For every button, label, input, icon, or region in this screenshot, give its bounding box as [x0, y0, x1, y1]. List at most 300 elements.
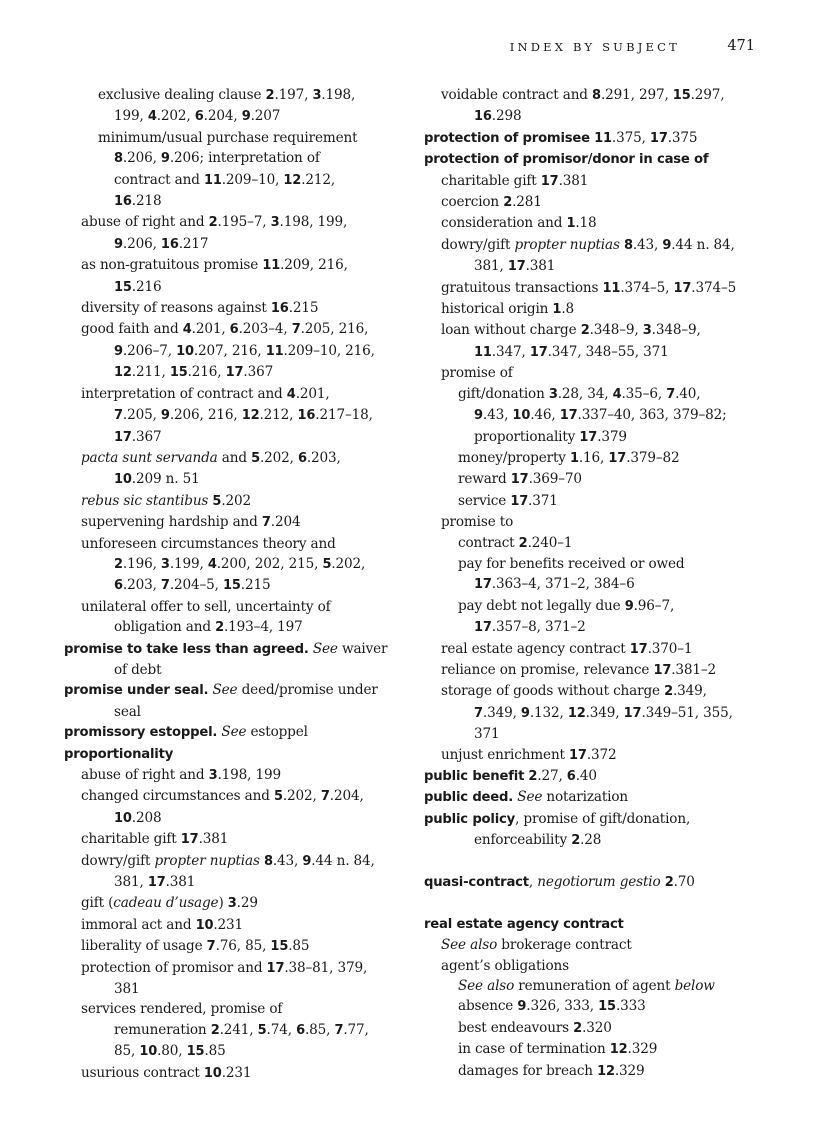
index-text: .44 n. 84, — [311, 852, 375, 869]
index-line — [424, 320, 769, 341]
index-text: .206, 216, — [169, 407, 242, 424]
index-line — [64, 148, 409, 169]
volume-number: 12 — [283, 172, 302, 188]
index-line — [424, 809, 769, 830]
index-text: ) — [218, 895, 228, 912]
index-text: .375 — [667, 129, 698, 146]
index-line — [64, 786, 409, 807]
index-text: .297, — [690, 87, 725, 103]
index-text: .18 — [575, 215, 597, 232]
index-text: brokerage contract — [497, 937, 632, 954]
index-line — [64, 362, 409, 383]
index-line — [424, 405, 769, 426]
index-line — [64, 851, 409, 872]
volume-number: 12 — [597, 1063, 615, 1079]
index-text: .231 — [213, 916, 244, 933]
index-text: .46, — [530, 407, 560, 424]
index-line — [64, 319, 409, 340]
index-text: .381–2 — [671, 661, 717, 678]
index-text: .281 — [512, 194, 542, 211]
index-line — [64, 491, 409, 512]
volume-number: 9 — [160, 151, 170, 167]
index-line — [424, 427, 769, 448]
index-text: pay for benefits received or owed — [458, 555, 685, 572]
index-text: .209–10, — [221, 171, 284, 188]
volume-number: 17 — [510, 472, 529, 488]
index-text: .202, — [331, 555, 366, 572]
index-text: dowry/gift — [441, 236, 515, 253]
index-line — [64, 765, 409, 786]
index-line — [64, 1063, 409, 1084]
index-text: best endeavours — [458, 1019, 574, 1036]
volume-number: 11 — [602, 280, 621, 296]
index-line — [64, 469, 409, 490]
index-text: .70 — [673, 874, 695, 891]
index-text: .333 — [615, 998, 646, 1015]
volume-number: 17 — [225, 365, 244, 381]
index-text: .201, — [295, 385, 330, 402]
index-text: .367 — [131, 428, 162, 445]
italic-text: rebus sic stantibus — [81, 492, 209, 509]
index-text: .202, — [259, 449, 298, 466]
volume-number: 17 — [653, 662, 672, 678]
index-text: .203, — [122, 577, 161, 594]
volume-number: 12 — [114, 365, 132, 381]
volume-number: 6 — [114, 578, 123, 594]
index-text: historical origin — [441, 301, 553, 318]
volume-number: 17 — [569, 747, 587, 763]
index-line — [64, 680, 409, 701]
index-text: .347, — [491, 343, 530, 360]
index-line — [424, 1018, 769, 1039]
index-line — [64, 298, 409, 319]
index-text: .96–7, — [633, 597, 675, 614]
index-spacer — [424, 852, 769, 872]
index-text: good faith and — [81, 321, 183, 338]
index-text: pay debt not legally due — [458, 597, 625, 614]
index-text: .197, — [274, 87, 313, 103]
volume-number: 3 — [227, 896, 237, 912]
index-text: 199, — [114, 108, 148, 125]
index-text: .298 — [491, 108, 522, 125]
index-text: .348–9, — [589, 322, 643, 339]
index-text: .40, — [675, 385, 701, 402]
volume-number: 11 — [594, 130, 612, 146]
index-line — [424, 766, 769, 787]
index-text: .212, — [301, 171, 336, 188]
index-text: 85, — [114, 1043, 140, 1060]
volume-number: 7 — [474, 705, 483, 721]
index-line — [424, 996, 769, 1017]
index-text: .207 — [250, 108, 281, 125]
index-line — [424, 745, 769, 766]
index-line — [64, 255, 409, 276]
index-text: .372 — [586, 746, 617, 763]
index-text: abuse of right and — [81, 214, 209, 231]
index-heading: real estate agency contract — [424, 916, 624, 932]
index-line — [64, 277, 409, 298]
volume-number: 2 — [208, 215, 218, 231]
index-text: damages for breach — [458, 1062, 598, 1079]
index-text: .363–4, 371–2, 384–6 — [491, 576, 635, 593]
index-line — [424, 299, 769, 320]
volume-number: 6 — [229, 322, 239, 338]
index-text: .196, — [122, 555, 161, 572]
index-text: unjust enrichment — [441, 746, 570, 763]
index-text: .291, 297, — [600, 87, 673, 103]
index-text: , — [528, 874, 538, 891]
index-line — [424, 256, 769, 277]
volume-number: 11 — [265, 343, 284, 359]
volume-number: 2 — [580, 323, 590, 339]
index-text: .381 — [558, 172, 589, 189]
index-text: .369–70 — [528, 471, 582, 488]
italic-text: below — [674, 978, 715, 995]
index-text: reliance on promise, relevance — [441, 661, 654, 678]
index-line — [424, 724, 769, 744]
volume-number: 17 — [629, 641, 648, 657]
index-line — [64, 808, 409, 829]
volume-number: 17 — [608, 450, 627, 466]
index-line — [424, 171, 769, 192]
volume-number: 10 — [114, 472, 132, 488]
volume-number: 2 — [114, 556, 123, 572]
index-text: .215 — [240, 577, 271, 594]
volume-number: 2 — [518, 535, 528, 551]
index-line — [424, 384, 769, 405]
index-text: .208 — [131, 809, 162, 826]
index-text: dowry/gift — [81, 852, 155, 869]
index-line — [64, 1020, 409, 1041]
index-spacer — [424, 893, 769, 913]
italic-text: See also — [458, 978, 515, 995]
index-text: .27, — [537, 768, 567, 784]
volume-number: 10 — [176, 343, 194, 359]
index-line — [424, 956, 769, 976]
index-text: unilateral offer to sell, uncertainty of — [81, 598, 331, 615]
index-text: .35–6, — [621, 385, 667, 402]
volume-number: 11 — [474, 344, 492, 360]
index-text: and — [217, 449, 252, 466]
volume-number: 17 — [540, 173, 559, 189]
volume-number: 4 — [207, 556, 217, 572]
volume-number: 9 — [114, 236, 123, 252]
index-heading: public deed. — [424, 790, 514, 806]
index-text: of debt — [114, 661, 162, 678]
volume-number: 2 — [664, 875, 674, 891]
index-text: money/property — [458, 449, 570, 466]
volume-number: 4 — [612, 386, 622, 402]
volume-number: 17 — [649, 130, 668, 146]
volume-number: 17 — [507, 259, 526, 275]
index-line — [424, 213, 769, 234]
index-column-left — [64, 85, 409, 1084]
volume-number: 2 — [215, 620, 224, 636]
italic-text: negotiorum gestio — [537, 874, 661, 891]
volume-number: 9 — [520, 705, 530, 721]
index-text: .347, 348–55, 371 — [547, 343, 669, 360]
index-text: .374–5 — [691, 279, 737, 296]
index-text: 381, — [474, 258, 508, 275]
index-line — [424, 935, 769, 955]
index-text: deed/promise under — [237, 682, 378, 699]
index-line — [424, 149, 769, 170]
volume-number: 15 — [169, 365, 188, 381]
volume-number: 7 — [334, 1022, 344, 1038]
index-line — [64, 744, 409, 765]
index-text: .207, 216, — [193, 342, 266, 359]
volume-number: 8 — [623, 237, 633, 253]
index-line — [64, 128, 409, 148]
volume-number: 17 — [474, 620, 492, 636]
index-line — [424, 469, 769, 490]
index-text: .85 — [288, 938, 310, 955]
index-text: .198, — [321, 87, 356, 103]
index-line — [64, 915, 409, 936]
index-heading: promise under seal. — [64, 683, 209, 699]
volume-number: 5 — [257, 1022, 267, 1038]
index-text: .381 — [198, 831, 229, 848]
index-text: .203, — [306, 449, 341, 466]
volume-number: 7 — [320, 789, 330, 805]
index-line — [64, 212, 409, 233]
index-text: .85, — [304, 1021, 335, 1038]
index-text: .349, — [482, 704, 521, 721]
index-line — [64, 191, 409, 212]
index-text: charitable gift — [81, 831, 181, 848]
index-line — [424, 574, 769, 595]
volume-number: 12 — [567, 705, 586, 721]
volume-number: 9 — [662, 237, 672, 253]
index-heading: promise to take less than agreed. — [64, 641, 309, 657]
index-line — [424, 681, 769, 702]
index-text: .357–8, 371–2 — [491, 619, 586, 636]
index-line — [64, 872, 409, 893]
volume-number: 17 — [673, 280, 692, 296]
volume-number: 2 — [571, 833, 581, 849]
volume-number: 10 — [114, 810, 132, 826]
index-text: protection of promisor and — [81, 959, 267, 976]
volume-number: 8 — [592, 88, 601, 103]
index-line — [64, 554, 409, 575]
index-text: gratuitous transactions — [441, 279, 603, 296]
volume-number: 1 — [569, 450, 579, 466]
index-text: .375, — [611, 129, 650, 146]
index-text: agent’s obligations — [441, 957, 569, 974]
index-text: .206–7, — [122, 342, 177, 359]
volume-number: 15 — [114, 279, 132, 295]
index-text: consideration and — [441, 215, 567, 232]
index-text: waiver — [337, 640, 388, 657]
index-line — [64, 512, 409, 533]
volume-number: 17 — [474, 577, 492, 593]
volume-number: 15 — [270, 939, 289, 955]
index-line — [424, 554, 769, 574]
volume-number: 3 — [270, 215, 280, 231]
index-text: .206; interpretation of — [169, 150, 320, 167]
volume-number: 2 — [210, 1022, 220, 1038]
volume-number: 6 — [566, 769, 576, 784]
index-text: gift ( — [81, 895, 114, 912]
volume-number: 3 — [160, 556, 170, 572]
index-text: .28, 34, — [557, 385, 613, 402]
volume-number: 17 — [147, 875, 166, 891]
index-line — [64, 106, 409, 127]
index-line — [64, 234, 409, 255]
index-text: .8 — [561, 301, 574, 318]
index-line — [424, 617, 769, 638]
index-text: .209 n. 51 — [131, 471, 200, 488]
volume-number: 17 — [559, 408, 578, 424]
volume-number: 16 — [297, 408, 316, 424]
index-text: .240–1 — [527, 534, 573, 551]
index-text: proportionality — [474, 428, 580, 445]
volume-number: 5 — [251, 450, 260, 466]
italic-text: cadeau d’usage — [113, 895, 219, 912]
index-line — [64, 341, 409, 362]
index-text: diversity of reasons against — [81, 300, 271, 317]
italic-text: pacta sunt servanda — [81, 449, 218, 466]
volume-number: 15 — [186, 1044, 205, 1060]
volume-number: 5 — [273, 789, 283, 805]
volume-number: 17 — [623, 705, 642, 721]
index-text: remuneration — [114, 1021, 211, 1038]
index-text: loan without charge — [441, 322, 581, 339]
index-line — [424, 235, 769, 256]
volume-number: 9 — [241, 109, 251, 125]
index-line — [64, 829, 409, 850]
index-text: .329 — [614, 1062, 645, 1079]
volume-number: 12 — [241, 408, 260, 424]
index-text: .206, — [122, 150, 161, 167]
volume-number: 4 — [286, 386, 296, 402]
index-line — [424, 596, 769, 617]
index-line — [424, 363, 769, 383]
index-text: .241, — [219, 1021, 258, 1038]
volume-number: 17 — [579, 429, 598, 445]
volume-number: 15 — [672, 88, 691, 103]
index-text: .204 — [270, 514, 301, 531]
index-text: obligation and — [114, 619, 216, 636]
index-text: notarization — [542, 789, 628, 806]
index-line — [64, 85, 409, 106]
index-line — [64, 405, 409, 426]
index-line — [64, 639, 409, 660]
index-text: enforceability — [474, 832, 572, 849]
volume-number: 9 — [302, 853, 312, 869]
index-text: .204, — [329, 788, 364, 805]
index-text: .80, — [157, 1043, 187, 1060]
index-text: seal — [114, 703, 141, 720]
index-line — [424, 914, 769, 935]
index-text: .43, — [632, 236, 663, 253]
index-text: .43, — [272, 852, 303, 869]
volume-number: 9 — [474, 408, 483, 424]
index-text: .212, — [259, 407, 298, 424]
index-line — [64, 170, 409, 191]
running-head-title: INDEX BY SUBJECT — [509, 40, 680, 54]
index-text: .209–10, 216, — [283, 342, 375, 359]
index-text: .201, — [191, 321, 230, 338]
index-text: .193–4, 197 — [224, 619, 303, 636]
index-text: in case of termination — [458, 1041, 610, 1058]
index-text: supervening hardship and — [81, 514, 262, 531]
index-text: estoppel — [246, 724, 308, 741]
index-text: .202, — [282, 788, 321, 805]
volume-number: 3 — [208, 768, 218, 783]
volume-number: 16 — [474, 109, 492, 125]
italic-text: See — [517, 789, 543, 806]
index-text: 381, — [114, 874, 148, 891]
index-text: .29 — [236, 895, 258, 912]
index-text: .374–5, — [620, 279, 674, 296]
index-text: .74, — [266, 1021, 297, 1038]
index-text: services rendered, promise of — [81, 1001, 283, 1018]
index-text: .206, — [122, 235, 161, 252]
volume-number: 10 — [203, 1065, 222, 1081]
index-text: .371 — [528, 492, 558, 509]
volume-number: 16 — [160, 236, 179, 252]
index-heading: quasi-contract — [424, 875, 529, 891]
index-heading: protection of promisee — [424, 130, 590, 146]
running-head — [0, 38, 755, 56]
index-line — [64, 660, 409, 680]
index-text: .205, — [122, 407, 161, 424]
volume-number: 9 — [517, 999, 527, 1015]
index-line — [64, 534, 409, 554]
index-text: .349, — [585, 704, 624, 721]
volume-number: 7 — [160, 578, 170, 594]
index-heading: protection of promisor/donor in case of — [424, 152, 709, 168]
volume-number: 3 — [312, 88, 322, 103]
index-line — [64, 448, 409, 469]
index-line — [424, 342, 769, 363]
volume-number: 2 — [265, 88, 275, 103]
volume-number: 7 — [261, 515, 271, 531]
index-text: .28 — [580, 832, 602, 849]
index-heading: proportionality — [64, 746, 174, 762]
index-text: , promise of gift/donation, — [515, 810, 691, 827]
index-line — [424, 976, 769, 996]
volume-number: 3 — [548, 386, 558, 402]
index-text: real estate agency contract — [441, 640, 630, 657]
volume-number: 7 — [114, 408, 123, 424]
volume-number: 11 — [262, 258, 281, 274]
index-line — [64, 575, 409, 596]
volume-number: 2 — [503, 195, 513, 211]
index-line — [424, 787, 769, 808]
index-text: .337–40, 363, 379–82; — [577, 407, 727, 424]
index-text: .231 — [221, 1064, 252, 1081]
index-line — [64, 936, 409, 957]
index-line — [64, 384, 409, 405]
index-text: .211, — [131, 364, 170, 381]
index-line — [424, 533, 769, 554]
volume-number: 15 — [598, 999, 616, 1015]
volume-number: 6 — [297, 450, 307, 466]
index-text: .198, 199 — [217, 767, 281, 783]
index-line — [64, 617, 409, 638]
index-text: .205, 216, — [300, 321, 369, 338]
index-text: .381 — [525, 258, 556, 275]
volume-number: 17 — [266, 960, 285, 976]
index-text: .216 — [131, 278, 162, 295]
italic-text: See — [221, 724, 247, 741]
index-line — [424, 703, 769, 724]
index-text: .367 — [243, 364, 274, 381]
volume-number: 16 — [114, 194, 132, 210]
index-heading: promissory estoppel. — [64, 725, 218, 741]
